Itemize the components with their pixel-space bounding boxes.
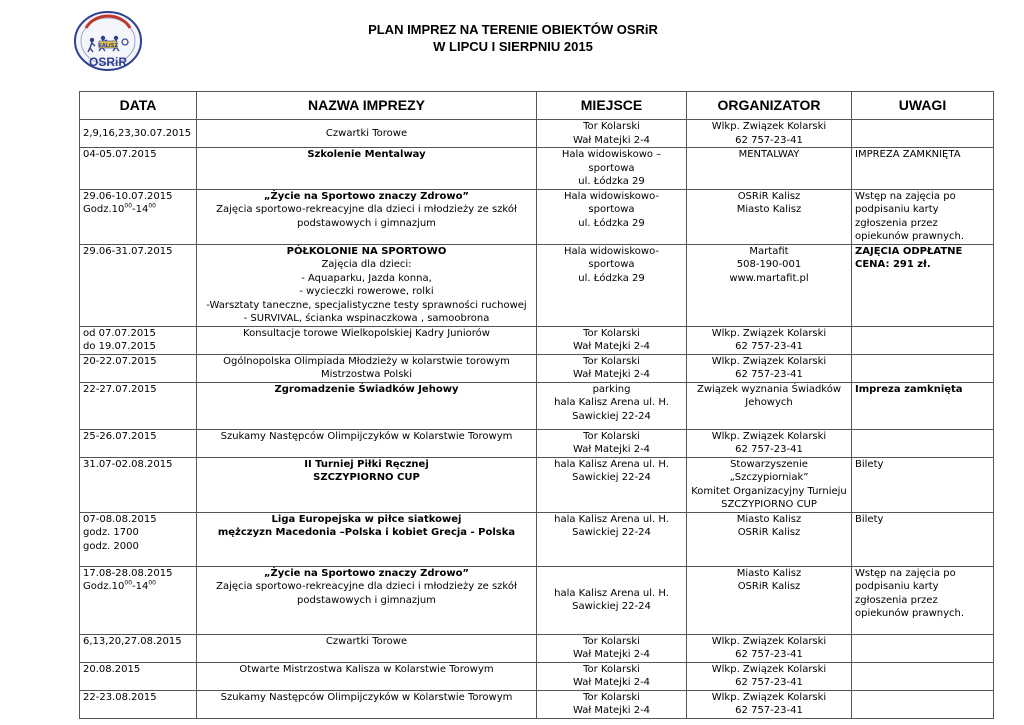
cell-line: ul. Łódzka 29 [578, 217, 645, 229]
cell-line: - wycieczki rowerowe, rolki [299, 286, 434, 297]
cell-uwagi [852, 120, 994, 148]
cell-nazwa [197, 244, 537, 326]
cell-line: Szukamy Następców Olimpijczyków w Kolarstwie Torowym [220, 430, 513, 442]
cell-line: OSRiR Kalisz [737, 527, 801, 538]
cell-line: opiekunów prawnych. [855, 608, 965, 619]
cell-line: zgłoszenia przez [855, 217, 938, 229]
cell-organizator [687, 354, 852, 382]
cell-data [80, 566, 197, 634]
cell-uwagi [852, 566, 994, 634]
cell-line: Wlkp. Związek Kolarski [711, 355, 827, 367]
cell-line: - Aquaparku, Jazda konna, [301, 272, 432, 284]
header-organizator: ORGANIZATOR [687, 92, 852, 120]
cell-line: 29.06-10.07.2015 [83, 190, 173, 202]
cell-uwagi [852, 662, 994, 690]
cell-organizator [687, 244, 852, 326]
cell-line: Związek wyznania Świadków [696, 383, 842, 395]
cell-organizator [687, 634, 852, 662]
cell-nazwa [197, 189, 537, 244]
header-miejsce: MIEJSCE [537, 92, 687, 120]
cell-line: 04-05.07.2015 [83, 149, 157, 160]
cell-line: SZCZYPIORNO CUP [721, 499, 817, 510]
cell-line: IMPREZA ZAMKNIĘTA [855, 149, 961, 160]
cell-line: Wlkp. Związek Kolarski [711, 430, 827, 442]
cell-line: mężczyzn Macedonia –Polska i kobiet Grecja - Polska [217, 527, 516, 538]
cell-uwagi [852, 326, 994, 354]
cell-nazwa [197, 382, 537, 429]
cell-line: godz. 1700 [83, 527, 139, 538]
table-row [80, 326, 994, 354]
cell-line: Miasto Kalisz [736, 204, 802, 215]
table-row [80, 189, 994, 244]
cell-line: Wał Matejki 2-4 [572, 677, 651, 688]
cell-line: od 07.07.2015 [83, 327, 156, 339]
cell-line: Wał Matejki 2-4 [572, 705, 651, 716]
cell-line: Czwartki Torowe [325, 635, 408, 647]
cell-line: Wlkp. Związek Kolarski [711, 121, 827, 132]
cell-miejsce [537, 326, 687, 354]
cell-line: -Warsztaty taneczne, specjalistyczne testy sprawności ruchowej [206, 299, 527, 311]
cell-line: CENA: 291 zł. [855, 259, 931, 270]
cell-uwagi [852, 690, 994, 718]
cell-miejsce [537, 148, 687, 190]
cell-uwagi [852, 429, 994, 457]
cell-organizator [687, 429, 852, 457]
cell-miejsce [537, 382, 687, 429]
cell-miejsce [537, 634, 687, 662]
cell-line: Sawickiej 22-24 [572, 410, 651, 422]
cell-line: Wał Matejki 2-4 [572, 444, 651, 455]
cell-line: 31.07-02.08.2015 [83, 458, 173, 470]
cell-line: Wał Matejki 2-4 [572, 134, 651, 146]
cell-line: Szukamy Następców Olimpijczyków w Kolarstwie Torowym [220, 691, 513, 703]
cell-data [80, 326, 197, 354]
cell-line: II Turniej Piłki Ręcznej [304, 458, 429, 470]
cell-line: Zgromadzenie Świadków Jehowy [274, 383, 459, 395]
cell-line: Miasto Kalisz [736, 513, 802, 525]
title-line-2: W LIPCU I SIERPNIU 2015 [433, 39, 593, 54]
cell-line: 2,9,16,23,30.07.2015 [83, 127, 192, 139]
cell-line: Zajęcia sportowo-rekreacyjne dla dzieci i młodzieży ze szkół [216, 204, 517, 215]
cell-line: ZAJĘCIA ODPŁATNE [855, 245, 963, 257]
table-row [80, 634, 994, 662]
cell-line: Tor Kolarski [583, 430, 640, 442]
cell-line: Tor Kolarski [583, 121, 640, 132]
cell-line: Wał Matejki 2-4 [572, 649, 651, 660]
cell-miejsce [537, 429, 687, 457]
cell-data [80, 690, 197, 718]
cell-line: Liga Europejska w piłce siatkowej [271, 513, 462, 525]
cell-line: podstawowych i gimnazjum [297, 217, 436, 229]
cell-miejsce [537, 354, 687, 382]
cell-miejsce [537, 566, 687, 634]
cell-miejsce [537, 662, 687, 690]
cell-organizator [687, 382, 852, 429]
cell-organizator [687, 662, 852, 690]
cell-line: Tor Kolarski [583, 691, 640, 703]
cell-line: godz. 2000 [83, 540, 139, 552]
cell-uwagi [852, 244, 994, 326]
cell-line: podpisaniu karty [855, 581, 939, 592]
cell-line: Jehowych [745, 397, 793, 408]
cell-line: Czwartki Torowe [325, 127, 408, 139]
cell-nazwa [197, 634, 537, 662]
cell-line: Tor Kolarski [583, 355, 640, 367]
cell-line: Otwarte Mistrzostwa Kalisza w Kolarstwie Torowym [239, 663, 494, 675]
header-data: DATA [80, 92, 197, 120]
cell-line: $Godz.10^{00}-14^{00}$ [83, 202, 156, 215]
cell-organizator [687, 148, 852, 190]
cell-miejsce [537, 457, 687, 512]
cell-line: Miasto Kalisz [736, 567, 802, 579]
cell-line: Bilety [855, 513, 884, 525]
cell-miejsce [537, 512, 687, 566]
cell-line: podpisaniu karty [855, 204, 939, 215]
cell-uwagi [852, 148, 994, 190]
cell-data [80, 120, 197, 148]
cell-line: 22-23.08.2015 [83, 691, 157, 703]
table-row [80, 512, 994, 566]
cell-line: hala Kalisz Arena ul. H. [554, 397, 669, 408]
cell-line: MENTALWAY [738, 149, 800, 160]
cell-nazwa [197, 690, 537, 718]
cell-line: $Godz.10^{00}-14^{00}$ [83, 579, 156, 592]
table-row [80, 429, 994, 457]
cell-line: ul. Łódzka 29 [578, 176, 645, 187]
cell-line: ul. Łódzka 29 [578, 272, 645, 284]
cell-line: hala Kalisz Arena ul. H. [554, 587, 669, 599]
cell-organizator [687, 120, 852, 148]
cell-line: Wstęp na zajęcia po [855, 190, 956, 202]
cell-line: 62 757-23-41 [735, 341, 803, 352]
cell-line: Sawickiej 22-24 [572, 601, 651, 612]
cell-line: Wlkp. Związek Kolarski [711, 691, 827, 703]
cell-miejsce [537, 690, 687, 718]
cell-line: Mistrzostwa Polski [321, 369, 412, 380]
cell-line: 62 757-23-41 [735, 134, 803, 146]
cell-organizator [687, 189, 852, 244]
cell-line: SZCZYPIORNO CUP [313, 472, 420, 483]
cell-line: 25-26.07.2015 [83, 430, 157, 442]
cell-line: Hala widowiskowo- [564, 190, 659, 202]
cell-nazwa [197, 512, 537, 566]
cell-line: Sawickiej 22-24 [572, 527, 651, 538]
cell-miejsce [537, 120, 687, 148]
cell-line: Tor Kolarski [583, 635, 640, 647]
cell-line: 17.08-28.08.2015 [83, 567, 173, 579]
cell-line: parking [592, 383, 631, 395]
cell-line: Szkolenie Mentalway [307, 149, 426, 160]
cell-data [80, 189, 197, 244]
cell-line: hala Kalisz Arena ul. H. [554, 513, 669, 525]
cell-line: Tor Kolarski [583, 327, 640, 339]
cell-line: „Życie na Sportowo znaczy Zdrowo” [263, 190, 470, 202]
cell-line: Tor Kolarski [583, 663, 640, 675]
cell-organizator [687, 566, 852, 634]
table-row [80, 566, 994, 634]
events-table [79, 91, 994, 719]
cell-nazwa [197, 326, 537, 354]
cell-data [80, 512, 197, 566]
cell-data [80, 457, 197, 512]
cell-line: do 19.07.2015 [83, 341, 156, 352]
cell-line: 62 757-23-41 [735, 444, 803, 455]
cell-line: OSRiR Kalisz [737, 581, 801, 592]
cell-line: „Życie na Sportowo znaczy Zdrowo” [263, 567, 470, 579]
cell-organizator [687, 326, 852, 354]
cell-line: Zajęcia sportowo-rekreacyjne dla dzieci i młodzieży ze szkół [216, 581, 517, 592]
cell-line: Martafit [749, 245, 789, 257]
logo-city-text: KALISZ [97, 43, 119, 49]
cell-line: 6,13,20,27.08.2015 [83, 635, 182, 647]
cell-line: Konsultacje torowe Wielkopolskiej Kadry Juniorów [243, 327, 490, 339]
cell-data [80, 634, 197, 662]
cell-data [80, 148, 197, 190]
cell-line: 20.08.2015 [83, 663, 141, 675]
cell-nazwa [197, 457, 537, 512]
cell-line: Zajęcia dla dzieci: [321, 259, 412, 270]
cell-line: Ogólnopolska Olimpiada Młodzieży w kolarstwie torowym [223, 355, 510, 367]
cell-nazwa [197, 429, 537, 457]
cell-line: - SURVIVAL, ścianka wspinaczkowa , samoobrona [243, 313, 490, 324]
cell-line: OSRiR Kalisz [737, 190, 801, 202]
cell-uwagi [852, 382, 994, 429]
cell-nazwa [197, 120, 537, 148]
cell-line: 07-08.08.2015 [83, 513, 157, 525]
cell-line: www.martafit.pl [729, 272, 809, 284]
table-row [80, 690, 994, 718]
cell-data [80, 354, 197, 382]
cell-nazwa [197, 566, 537, 634]
cell-line: sportowa [588, 259, 635, 270]
cell-uwagi [852, 634, 994, 662]
cell-organizator [687, 512, 852, 566]
header-nazwa: NAZWA IMPREZY [197, 92, 537, 120]
table-header-row [80, 92, 994, 120]
cell-line: 62 757-23-41 [735, 677, 803, 688]
table-row [80, 382, 994, 429]
cell-miejsce [537, 189, 687, 244]
cell-miejsce [537, 244, 687, 326]
cell-data [80, 244, 197, 326]
table-row [80, 244, 994, 326]
cell-line: 62 757-23-41 [735, 369, 803, 380]
cell-uwagi [852, 457, 994, 512]
table-row [80, 148, 994, 190]
cell-line: Bilety [855, 458, 884, 470]
cell-line: Sawickiej 22-24 [572, 472, 651, 483]
cell-nazwa [197, 662, 537, 690]
cell-uwagi [852, 354, 994, 382]
cell-line: Hala widowiskowo- [564, 245, 659, 257]
cell-line: opiekunów prawnych. [855, 231, 965, 242]
cell-line: Komitet Organizacyjny Turnieju [691, 485, 847, 497]
table-row [80, 120, 994, 148]
cell-line: 29.06-31.07.2015 [83, 245, 173, 257]
cell-uwagi [852, 512, 994, 566]
cell-line: PÓŁKOLONIE NA SPORTOWO [286, 245, 447, 257]
cell-line: Wał Matejki 2-4 [572, 341, 651, 352]
logo-name-text: OSRiR [88, 55, 128, 69]
cell-line: podstawowych i gimnazjum [297, 594, 436, 606]
cell-line: 62 757-23-41 [735, 705, 803, 716]
cell-line: Wlkp. Związek Kolarski [711, 635, 827, 647]
table-row [80, 662, 994, 690]
cell-line: Stowarzyszenie „Szczypiorniak” [729, 458, 809, 483]
cell-line: Wlkp. Związek Kolarski [711, 327, 827, 339]
cell-line: hala Kalisz Arena ul. H. [554, 458, 669, 470]
cell-line: Impreza zamknięta [855, 383, 963, 395]
cell-line: 508-190-001 [736, 259, 802, 270]
cell-line: Wlkp. Związek Kolarski [711, 663, 827, 675]
cell-data [80, 662, 197, 690]
cell-line: Wał Matejki 2-4 [572, 369, 651, 380]
header-uwagi: UWAGI [852, 92, 994, 120]
cell-line: sportowa [588, 162, 635, 174]
table-row [80, 354, 994, 382]
table-row [80, 457, 994, 512]
cell-line: Wstęp na zajęcia po [855, 567, 956, 579]
title-line-1: PLAN IMPREZ NA TERENIE OBIEKTÓW OSRiR [368, 22, 658, 37]
cell-line: zgłoszenia przez [855, 594, 938, 606]
cell-line: 22-27.07.2015 [83, 383, 157, 395]
cell-data [80, 382, 197, 429]
cell-organizator [687, 690, 852, 718]
cell-nazwa [197, 148, 537, 190]
cell-line: Hala widowiskowo – [561, 149, 662, 160]
cell-nazwa [197, 354, 537, 382]
cell-organizator [687, 457, 852, 512]
cell-data [80, 429, 197, 457]
page-title [0, 21, 1024, 55]
cell-line: 62 757-23-41 [735, 649, 803, 660]
cell-line: sportowa [588, 204, 635, 215]
cell-uwagi [852, 189, 994, 244]
cell-line: 20-22.07.2015 [83, 355, 157, 367]
